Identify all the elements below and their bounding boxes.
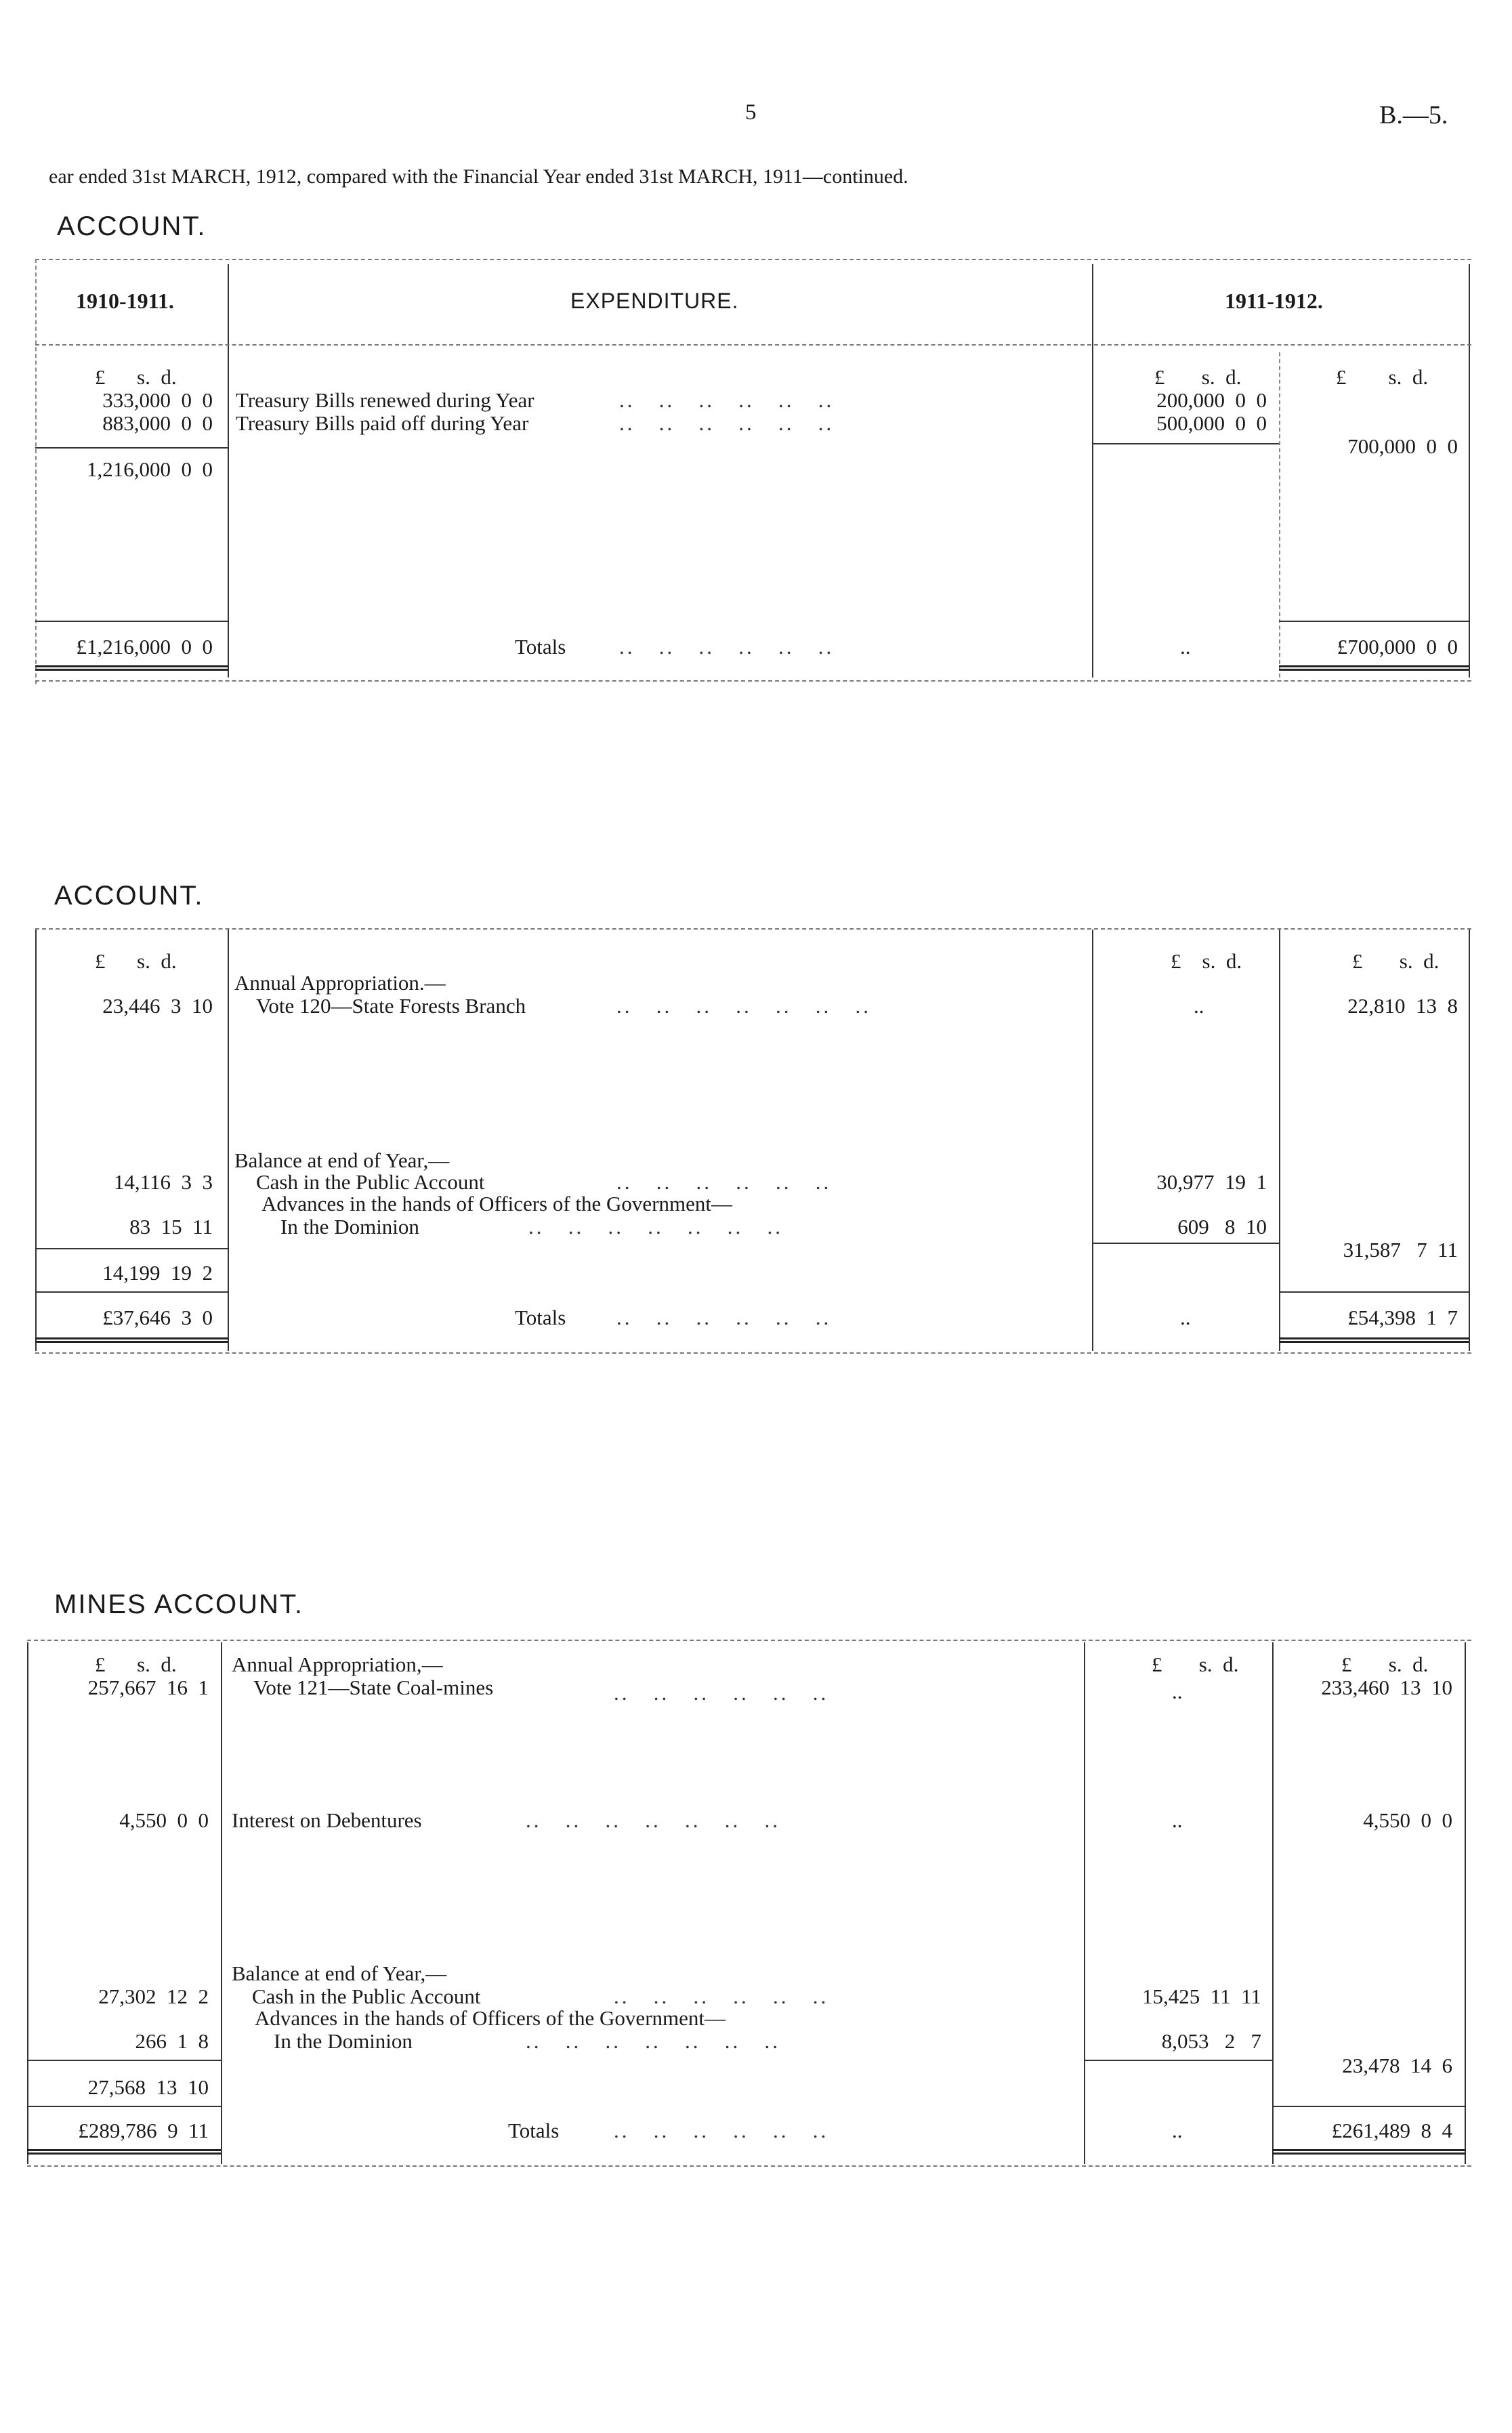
table-top-rule [27,1640,1471,1642]
prev-amount: 4,550 0 0 [119,1808,209,1832]
balance-curr: 23,478 14 6 [1342,2054,1452,2077]
advances-label: Advances in the hands of Officers of the Government— [255,2006,726,2030]
balance-heading: Balance at end of Year,— [232,1961,447,1985]
prev-amount: 266 1 8 [135,2029,209,2053]
dot-leader: .. .. .. .. .. .. [616,1306,832,1329]
curr-amount: 4,550 0 0 [1363,1808,1452,1832]
sum-rule [1092,1243,1279,1244]
unit-header: £ s. d. [95,1652,177,1676]
curr-amount-a: .. [1194,994,1204,1018]
curr-amount: 200,000 0 0 [1156,388,1267,412]
dot-leader: .. .. .. .. .. .. [614,2119,829,2142]
sum-rule [27,2106,221,2107]
prev-amount: 23,446 3 10 [102,994,213,1018]
balance-prev: 14,199 19 2 [102,1261,213,1285]
row-label: Vote 120—State Forests Branch [256,994,526,1018]
unit-header: £ s. d. [1341,1652,1429,1676]
page-number: 5 [745,100,757,125]
prev-amount: 883,000 0 0 [102,411,213,435]
unit-header: £ s. d. [1171,949,1242,973]
col-divider [221,1642,222,2164]
section-title: MINES ACCOUNT. [54,1589,304,1619]
totals-label: Totals [508,2119,560,2142]
table-bottom-rule [35,680,1471,682]
section-title: ACCOUNT. [54,881,204,911]
row-label: Interest on Debentures [232,1808,422,1832]
column-header-description: EXPENDITURE. [570,289,739,313]
col-divider [1092,930,1093,1351]
sum-rule [1279,1291,1469,1293]
sum-rule [1279,621,1469,622]
dot-leader: .. .. .. .. .. .. [616,1170,832,1194]
total-curr-a: .. [1172,2119,1183,2142]
totals-label: Totals [515,1306,566,1329]
unit-header: £ s. d. [1154,365,1242,389]
prev-amount: 257,667 16 1 [87,1676,209,1699]
page-reference: B.—5. [1379,101,1448,129]
col-divider [1084,1642,1085,2164]
unit-header: £ s. d. [95,365,177,389]
col-divider [35,930,37,1351]
sum-rule [1092,443,1279,444]
total-prev: £1,216,000 0 0 [76,635,213,659]
unit-header: £ s. d. [1352,949,1440,973]
column-header-curr-year: 1911-1912. [1225,289,1323,313]
col-divider [1272,1642,1274,2164]
curr-amount-a: .. [1172,1680,1183,1703]
double-rule [1272,2149,1465,2155]
unit-header: £ s. d. [95,949,177,973]
col-divider [1279,930,1280,1351]
row-label: In the Dominion [274,2029,413,2053]
dot-leader: .. .. .. .. .. .. .. [528,1215,783,1239]
table-bottom-rule [27,2165,1471,2167]
dot-leader: .. .. .. .. .. .. [619,388,835,412]
row-label: In the Dominion [280,1215,419,1239]
total-curr-a: .. [1180,1306,1191,1329]
total-prev: £289,786 9 11 [78,2119,209,2142]
appropriation-heading: Annual Appropriation,— [232,1652,443,1676]
total-curr: £700,000 0 0 [1337,635,1458,659]
sum-rule [27,2060,221,2061]
section-title: ACCOUNT. [57,211,207,241]
prev-amount: 27,302 12 2 [98,1984,209,2008]
col-divider [228,264,229,678]
dot-leader: .. .. .. .. .. .. .. [526,2029,780,2053]
advances-label: Advances in the hands of Officers of the Government— [261,1192,733,1215]
total-curr: £54,398 1 7 [1347,1306,1458,1329]
balance-curr: 31,587 7 11 [1343,1238,1458,1262]
total-curr-a: .. [1180,635,1191,659]
dot-leader: .. .. .. .. .. .. .. [526,1808,780,1832]
curr-amount: 22,810 13 8 [1347,994,1458,1018]
balance-heading: Balance at end of Year,— [234,1148,450,1172]
dot-leader: .. .. .. .. .. .. .. [616,994,871,1018]
unit-header: £ s. d. [1152,1652,1239,1676]
sum-rule [35,1291,228,1293]
curr-amount: 8,053 2 7 [1161,2029,1261,2053]
row-label: Cash in the Public Account [256,1170,485,1194]
table-bottom-rule [35,1352,1471,1354]
table-top-rule [35,259,1471,261]
prev-amount: 83 15 11 [129,1215,213,1239]
curr-amount-a: .. [1172,1808,1183,1832]
dot-leader: .. .. .. .. .. .. [614,1984,829,2008]
col-divider [228,930,229,1351]
total-curr: £261,489 8 4 [1331,2119,1452,2142]
dot-leader: .. .. .. .. .. .. [619,411,835,435]
prev-amount: 333,000 0 0 [102,388,213,412]
curr-amount: 30,977 19 1 [1156,1170,1267,1194]
table-top-rule [35,928,1471,930]
double-rule [1279,665,1469,671]
dot-leader: .. .. .. .. .. .. [619,635,835,659]
dot-leader: .. .. .. .. .. .. [614,1681,829,1705]
row-label: Vote 121—State Coal-mines [253,1676,494,1699]
row-label: Treasury Bills renewed during Year [236,388,534,412]
double-rule [1279,1337,1469,1343]
curr-amount: 233,460 13 10 [1321,1676,1452,1699]
double-rule [35,665,228,671]
row-label: Cash in the Public Account [252,1984,481,2008]
page-subtitle: ear ended 31st MARCH, 1912, compared with the Financial Year ended 31st MARCH, 1911—continued. [49,165,908,188]
sum-rule [35,621,228,622]
sum-rule [1084,2060,1272,2061]
sum-rule [35,447,228,449]
curr-amount: 500,000 0 0 [1156,411,1267,435]
col-divider [1092,264,1093,678]
col-divider [1469,930,1470,1351]
subtotal-prev: 1,216,000 0 0 [87,457,213,481]
curr-amount: 609 8 10 [1177,1215,1267,1239]
col-divider [1469,264,1470,678]
double-rule [35,1337,228,1343]
totals-label: Totals [515,635,566,659]
double-rule [27,2149,221,2155]
sum-rule [35,1248,228,1249]
header-rule [35,344,1471,346]
col-divider [1279,352,1280,678]
prev-amount: 14,116 3 3 [113,1170,213,1194]
subtotal-curr: 700,000 0 0 [1347,434,1458,458]
column-header-prev-year: 1910-1911. [76,289,174,313]
col-divider [1465,1642,1466,2164]
sum-rule [1272,2106,1465,2107]
row-label: Treasury Bills paid off during Year [236,411,529,435]
balance-prev: 27,568 13 10 [87,2075,209,2099]
unit-header: £ s. d. [1336,365,1429,389]
curr-amount: 15,425 11 11 [1142,1984,1261,2008]
total-prev: £37,646 3 0 [102,1306,213,1329]
appropriation-heading: Annual Appropriation.— [234,971,446,995]
